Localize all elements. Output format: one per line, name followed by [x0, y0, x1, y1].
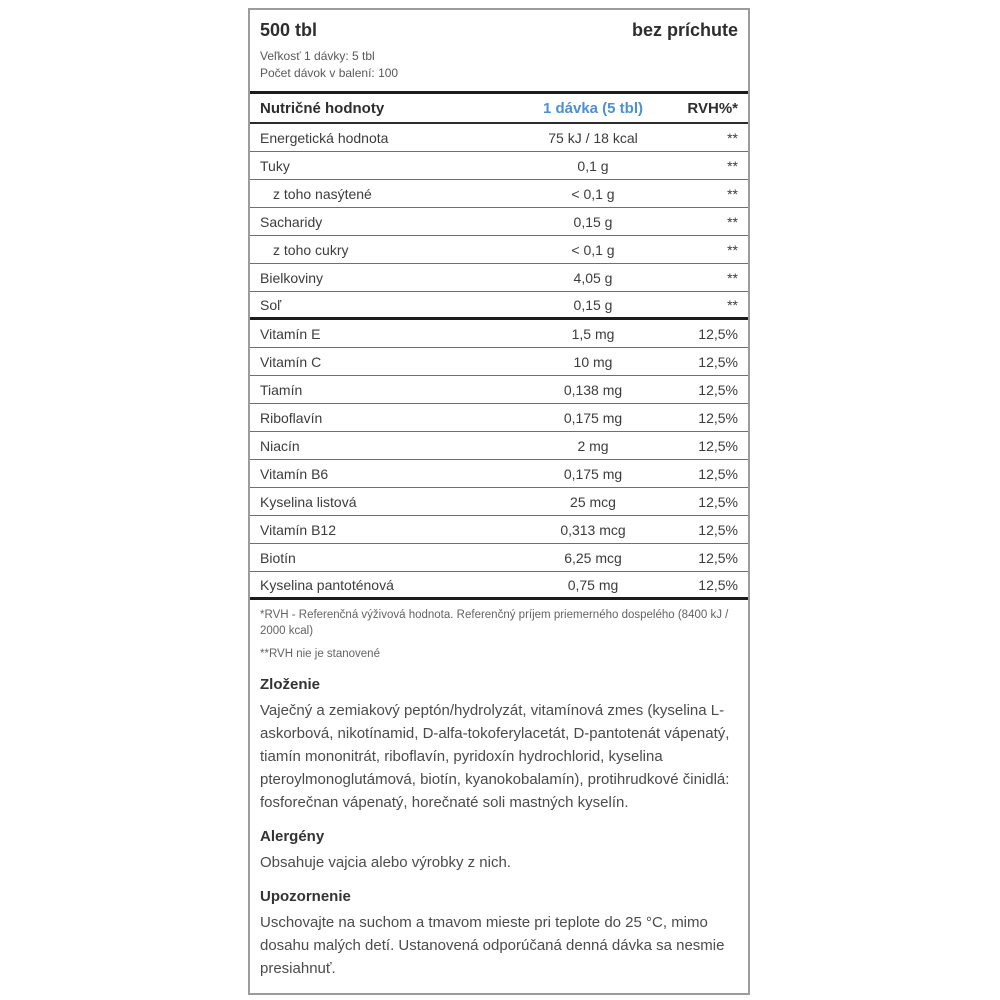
nutrient-value: 25 mcg	[570, 493, 616, 510]
nutrient-name: z toho cukry	[273, 241, 349, 258]
nutrition-row	[250, 264, 748, 292]
nutrient-rvh: 12,5%	[698, 325, 738, 342]
nutrition-row	[250, 124, 748, 152]
nutrient-value: 0,1 g	[577, 157, 609, 174]
title-row	[260, 20, 738, 41]
nutrient-rvh: 12,5%	[698, 465, 738, 482]
nutrition-row	[250, 516, 748, 544]
flavor: bez príchute	[631, 20, 738, 40]
footnote-rvh: *RVH - Referenčná výživová hodnota. Referenčný príjem priemerného dospelého (8400 kJ / 2000 kcal)	[260, 609, 729, 637]
nutrient-rvh: 12,5%	[698, 493, 738, 510]
table-col-serving: 1 dávka (5 tbl)	[542, 99, 644, 117]
nutrition-table	[250, 94, 748, 600]
nutrient-name: Energetická hodnota	[260, 129, 389, 146]
servings-per-pack: Počet dávok v balení: 100	[260, 66, 399, 80]
section-body-allergens: Obsahuje vajcia alebo výrobky z nich.	[260, 854, 511, 871]
nutrient-value: 4,05 g	[573, 269, 613, 286]
nutrient-rvh: **	[727, 129, 738, 146]
footnotes	[250, 600, 748, 662]
text-sections	[250, 674, 748, 980]
table-col-rvh: RVH%*	[687, 99, 738, 117]
nutrition-rows	[250, 124, 748, 600]
nutrient-value: 0,175 mg	[563, 409, 623, 426]
nutrient-name: Tiamín	[260, 381, 303, 398]
nutrient-rvh: 12,5%	[698, 521, 738, 538]
nutrient-rvh: 12,5%	[698, 549, 738, 566]
nutrient-name: Kyselina listová	[260, 493, 357, 510]
nutrition-table-header	[250, 94, 748, 124]
nutrient-rvh: **	[727, 157, 738, 174]
nutrient-rvh: 12,5%	[698, 576, 738, 593]
table-col-nutrients: Nutričné hodnoty	[260, 99, 385, 117]
nutrient-value: 0,313 mcg	[560, 521, 626, 538]
nutrient-rvh: 12,5%	[698, 353, 738, 370]
nutrient-rvh: 12,5%	[698, 409, 738, 426]
nutrition-row	[250, 320, 748, 348]
nutrient-value: 2 mg	[577, 437, 609, 454]
section-title-ingredients: Zloženie	[260, 676, 321, 693]
nutrition-row	[250, 180, 748, 208]
nutrient-value: 0,138 mg	[563, 381, 623, 398]
nutrient-name: Kyselina pantoténová	[260, 576, 394, 593]
nutrient-value: 0,75 mg	[567, 576, 619, 593]
nutrition-row	[250, 404, 748, 432]
section-body-warning: Uschovajte na suchom a tmavom mieste pri teplote do 25 °C, mimo dosahu malých detí. Ustanovená odporúčaná denná dávka sa nesmie presiahnuť.	[260, 914, 725, 977]
nutrient-value: 0,15 g	[573, 296, 613, 313]
nutrition-row	[250, 572, 748, 600]
nutrient-rvh: **	[727, 269, 738, 286]
serving-size: Veľkosť 1 dávky: 5 tbl	[260, 49, 375, 63]
section-title-allergens: Alergény	[260, 828, 325, 845]
nutrient-name: Soľ	[260, 296, 282, 313]
nutrition-row	[250, 152, 748, 180]
nutrition-row	[250, 208, 748, 236]
nutrient-value: 6,25 mcg	[564, 549, 622, 566]
nutrient-name: Vitamín C	[260, 353, 322, 370]
section-title-warning: Upozornenie	[260, 888, 351, 905]
nutrient-name: Sacharidy	[260, 213, 323, 230]
nutrient-rvh: **	[727, 213, 738, 230]
nutrient-name: Niacín	[260, 437, 300, 454]
nutrient-name: Vitamín B12	[260, 521, 337, 538]
nutrient-value: 10 mg	[573, 353, 613, 370]
nutrition-row	[250, 348, 748, 376]
nutrition-label-panel	[248, 8, 750, 995]
nutrition-row	[250, 488, 748, 516]
nutrient-rvh: 12,5%	[698, 437, 738, 454]
nutrient-rvh: **	[727, 296, 738, 313]
nutrient-value: 75 kJ / 18 kcal	[548, 129, 638, 146]
nutrient-name: Bielkoviny	[260, 269, 324, 286]
nutrient-rvh: **	[727, 241, 738, 258]
nutrient-value: 0,175 mg	[563, 465, 623, 482]
nutrition-row	[250, 432, 748, 460]
nutrition-row	[250, 460, 748, 488]
nutrient-value: 1,5 mg	[571, 325, 615, 342]
label-header	[250, 10, 748, 82]
nutrient-value: < 0,1 g	[571, 185, 615, 202]
nutrient-value: < 0,1 g	[571, 241, 615, 258]
nutrient-name: z toho nasýtené	[273, 185, 372, 202]
nutrient-rvh: 12,5%	[698, 381, 738, 398]
nutrient-name: Tuky	[260, 157, 290, 174]
nutrition-row	[250, 236, 748, 264]
pack-size: 500 tbl	[260, 20, 318, 40]
nutrient-rvh: **	[727, 185, 738, 202]
nutrient-name: Vitamín E	[260, 325, 321, 342]
nutrient-name: Riboflavín	[260, 409, 323, 426]
nutrient-name: Vitamín B6	[260, 465, 329, 482]
footnote-rvh-not-set: **RVH nie je stanovené	[260, 648, 380, 660]
nutrition-row	[250, 292, 748, 320]
nutrient-value: 0,15 g	[573, 213, 613, 230]
nutrition-row	[250, 376, 748, 404]
nutrient-name: Biotín	[260, 549, 296, 566]
section-body-ingredients: Vaječný a zemiakový peptón/hydrolyzát, vitamínová zmes (kyselina L-askorbová, nikotínamid, D-alfa-tokoferylacetát, D-pantotenát vápenatý, tiamín mononitrát, riboflavín, pyridoxín hydrochlorid, kyselina pteroylmonoglutámová, biotín, kyanokobalamín), protihrudkové činidlá: fosforečnan vápenatý, horečnaté soli mastných kyselín.	[260, 702, 730, 811]
nutrition-row	[250, 544, 748, 572]
